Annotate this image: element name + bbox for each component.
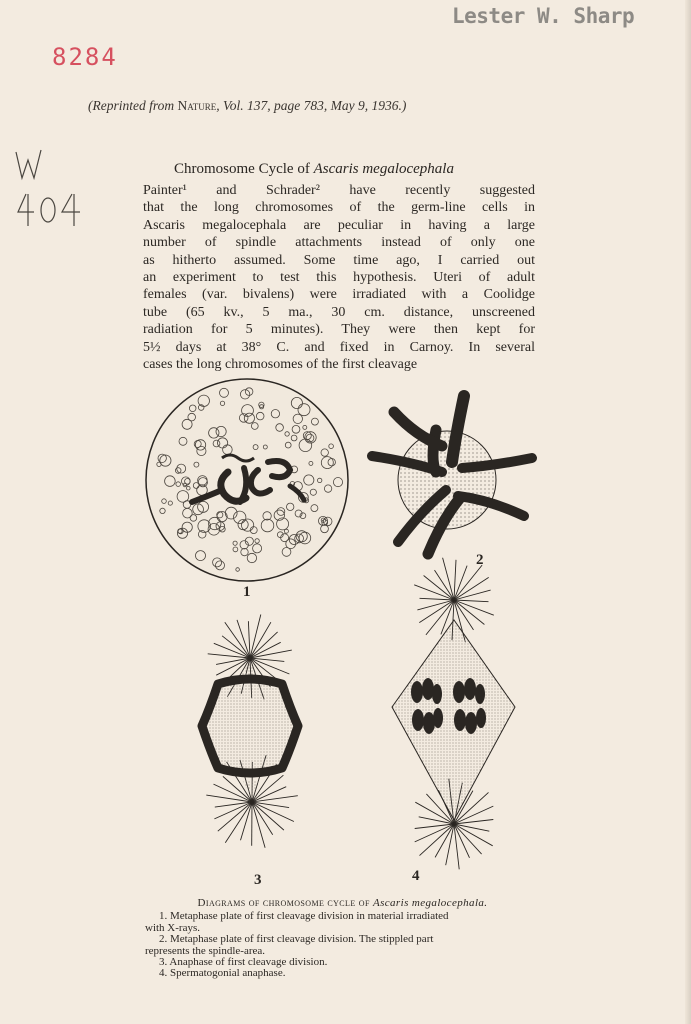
- caption-item: 2. Metaphase plate of first cleavage division. The stippled part represents the spindle-area.: [145, 933, 434, 957]
- article-title: Chromosome Cycle of Ascaris megalocephala: [174, 161, 454, 177]
- figure-3: [202, 615, 298, 848]
- journal-name: Nature: [177, 98, 217, 113]
- caption-item: 3. Anaphase of first cleavage division.: [159, 956, 328, 969]
- figure-label-2: 2: [476, 552, 484, 568]
- page-edge: [685, 0, 691, 1024]
- article-line: Ascaris megalocephala are peculiar in having a large: [143, 217, 535, 233]
- article-body: [143, 182, 535, 373]
- figure-caption: [145, 898, 540, 980]
- figure-4: [392, 558, 515, 870]
- caption-title: Diagrams of chromosome cycle of Ascaris megalocephala.: [197, 897, 488, 909]
- handwritten-annotation: [14, 148, 84, 228]
- article-line: that the long chromosomes of the germ-line cells in: [143, 200, 535, 216]
- article-line: tube (65 kv., 5 ma., 30 cm. distance, unscreened: [143, 304, 535, 320]
- figures-panel: [140, 376, 540, 896]
- article-line: radiation for 5 minutes). They were then kept for: [143, 322, 535, 338]
- figure-1: [146, 379, 348, 581]
- reprint-notice: (Reprinted from Nature, Vol. 137, page 783, May 9, 1936.): [88, 98, 407, 113]
- article-line: as hitherto assumed. Some time ago, I carried out: [143, 252, 535, 268]
- figure-label-1: 1: [243, 584, 251, 600]
- article-line: 5½ days at 38° C. and fixed in Carnoy. In several: [143, 339, 535, 355]
- figure-label-3: 3: [254, 872, 262, 888]
- figure-2: [372, 396, 532, 554]
- author-stamp: Lester W. Sharp: [452, 4, 635, 28]
- article-line: cases the long chromosomes of the first cleavage: [143, 356, 418, 372]
- caption-item: 4. Spermatogonial anaphase.: [159, 967, 286, 980]
- caption-item: 1. Metaphase plate of first cleavage division in material irradiated with X-rays.: [145, 910, 449, 934]
- catalog-number-stamp: 8284: [52, 43, 118, 71]
- figure-label-4: 4: [412, 868, 420, 884]
- article-line: females (var. bivalens) were irradiated with a Coolidge: [143, 287, 535, 303]
- article-line: number of spindle attachments instead of only one: [143, 235, 535, 251]
- article-line: Painter¹ and Schrader² have recently suggested: [143, 183, 535, 198]
- article-line: an experiment to test this hypothesis. Uteri of adult: [143, 269, 535, 285]
